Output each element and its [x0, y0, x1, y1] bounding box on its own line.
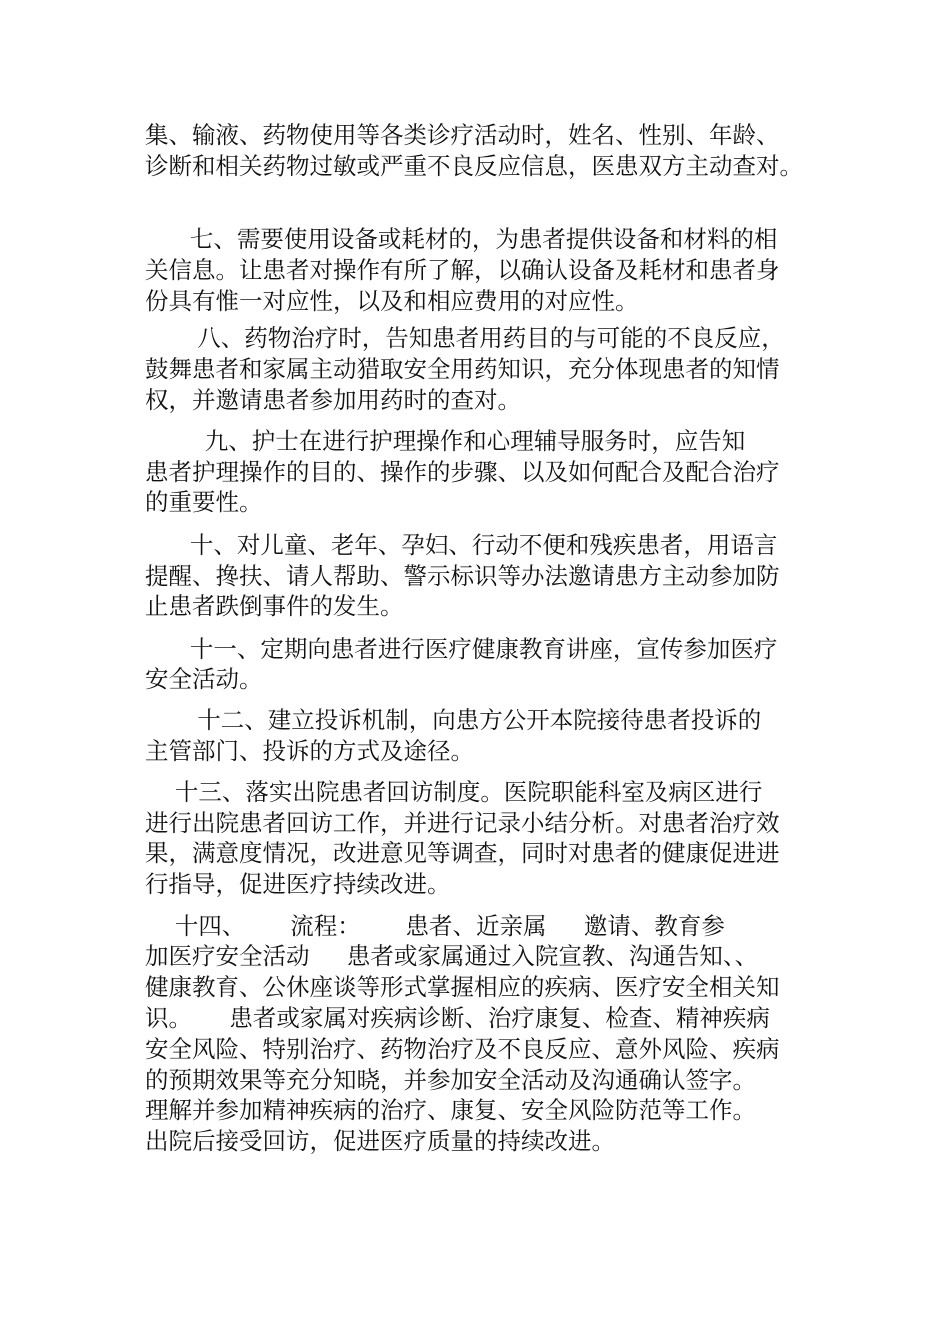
text-line: 提醒、搀扶、请人帮助、警示标识等办法邀请患方主动参加防 — [145, 562, 780, 590]
text-line: 安全活动。 — [145, 665, 263, 693]
text-line: 出院后接受回访，促进医疗质量的持续改进。 — [145, 1127, 615, 1155]
text-line: 诊断和相关药物过敏或严重不良反应信息，医患双方主动查对。 — [145, 152, 803, 180]
text-line: 加医疗安全活动 患者或家属通过入院宣教、沟通告知、、 — [145, 942, 759, 970]
text-line: 的预期效果等充分知晓，并参加安全活动及沟通确认签字。 — [145, 1066, 756, 1094]
text-line: 止患者跌倒事件的发生。 — [145, 592, 404, 620]
text-line: 十一、定期向患者进行医疗健康教育讲座，宣传参加医疗 — [145, 635, 778, 663]
text-line: 关信息。让患者对操作有所了解，以确认设备及耗材和患者身 — [145, 256, 780, 284]
text-line: 十、对儿童、老年、孕妇、行动不便和残疾患者，用语言 — [145, 531, 778, 559]
text-line: 十四、 流程： 患者、近亲属 邀请、教育参 — [145, 912, 725, 940]
text-line: 患者护理操作的目的、操作的步骤、以及如何配合及配合治疗 — [145, 458, 780, 486]
text-line: 识。 患者或家属对疾病诊断、治疗康复、检查、精神疾病 — [145, 1004, 770, 1032]
text-line: 十三、落实出院患者回访制度。医院职能科室及病区进行 — [145, 778, 763, 806]
text-line: 七、需要使用设备或耗材的，为患者提供设备和材料的相 — [145, 225, 778, 253]
text-line: 进行出院患者回访工作，并进行记录小结分析。对患者治疗效 — [145, 809, 780, 837]
text-line: 十二、建立投诉机制，向患方公开本院接待患者投诉的 — [145, 706, 762, 734]
text-line: 权，并邀请患者参加用药时的查对。 — [145, 386, 521, 414]
text-line: 八、药物治疗时，告知患者用药目的与可能的不良反应， — [145, 324, 785, 352]
text-line: 安全风险、特别治疗、药物治疗及不良反应、意外风险、疾病 — [145, 1035, 780, 1063]
text-line: 的重要性。 — [145, 488, 263, 516]
text-line: 主管部门、投诉的方式及途径。 — [145, 737, 474, 765]
text-line: 份具有惟一对应性，以及和相应费用的对应性。 — [145, 287, 639, 315]
text-line: 行指导，促进医疗持续改进。 — [145, 870, 451, 898]
text-line: 集、输液、药物使用等各类诊疗活动时，姓名、性别、年龄、 — [145, 121, 780, 149]
text-line: 理解并参加精神疾病的治疗、康复、安全风险防范等工作。 — [145, 1096, 756, 1124]
text-line: 鼓舞患者和家属主动猎取安全用药知识，充分体现患者的知情 — [145, 355, 780, 383]
text-line: 果，满意度情况，改进意见等调查，同时对患者的健康促进进 — [145, 839, 780, 867]
text-line: 健康教育、公休座谈等形式掌握相应的疾病、医疗安全相关知 — [145, 973, 780, 1001]
text-line: 九、护士在进行护理操作和心理辅导服务时，应告知 — [145, 427, 746, 455]
